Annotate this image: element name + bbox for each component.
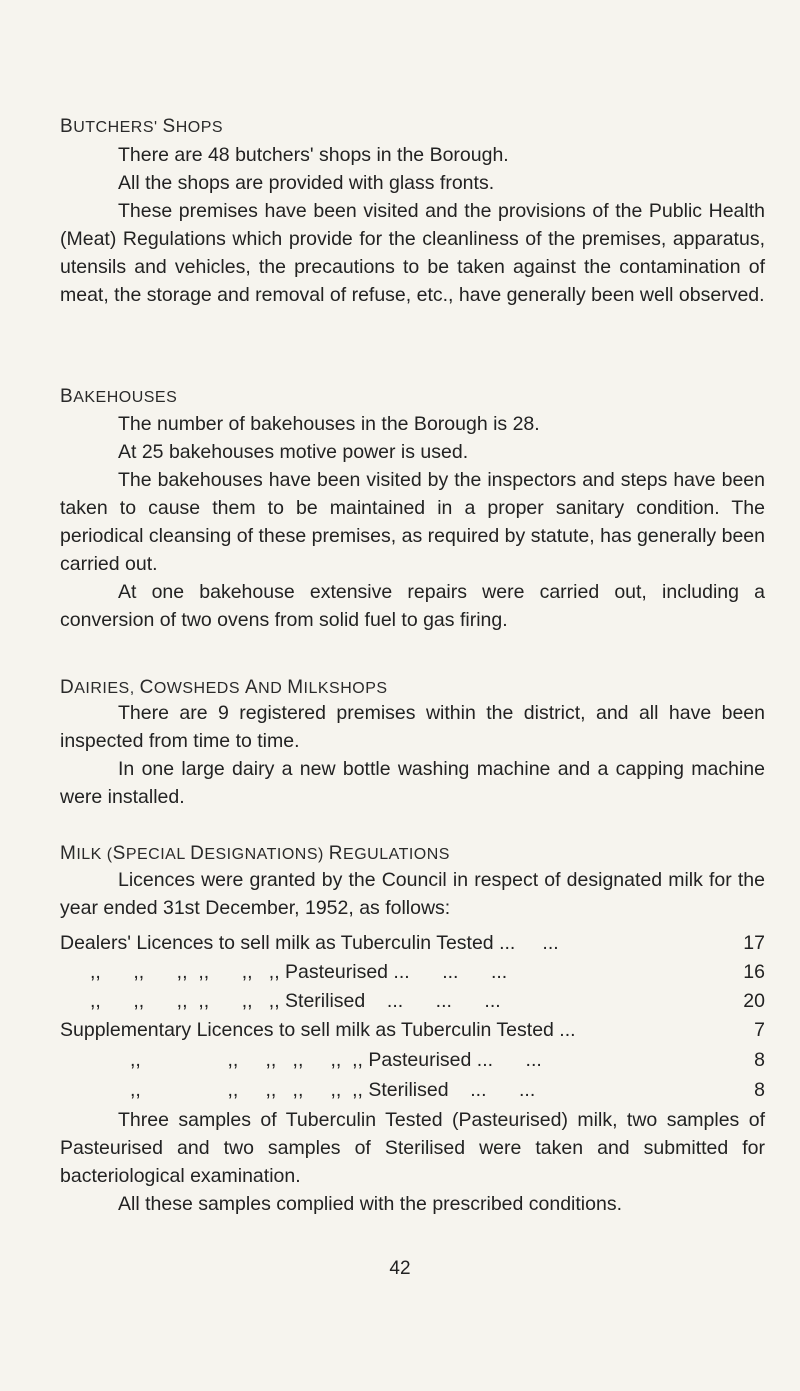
paragraph: All these samples complied with the prescribed conditions. (118, 1193, 623, 1215)
section-milk-intro (60, 866, 765, 922)
licence-count: 17 (743, 932, 765, 954)
licence-count: 7 (754, 1019, 765, 1041)
paragraph: The bakehouses have been visited by the inspectors and steps have been taken to cause them to be maintained in a proper sanitary condition. The periodical cleansing of these premises, as required by statute, has generally been carried out. (60, 469, 765, 575)
paragraph: Licences were granted by the Council in respect of designated milk for the year ended 31st December, 1952, as follows: (60, 869, 765, 919)
heading-butchers-shops: BUTCHERS' SHOPS (60, 116, 224, 137)
licence-row (60, 987, 765, 1015)
section-butchers-body (60, 141, 765, 309)
paragraph: There are 48 butchers' shops in the Borough. (118, 144, 509, 166)
page-number: 42 (389, 1258, 411, 1279)
licence-label: Supplementary Licences to sell milk as Tuberculin Tested ... (60, 1019, 576, 1041)
paragraph: In one large dairy a new bottle washing machine and a capping machine were installed. (60, 758, 765, 808)
licence-label: Dealers' Licences to sell milk as Tuberculin Tested ... ... (60, 932, 559, 954)
paragraph: At one bakehouse extensive repairs were carried out, including a conversion of two ovens from solid fuel to gas firing. (60, 581, 765, 631)
heading-bakehouses: BAKEHOUSES (60, 386, 178, 407)
paragraph: These premises have been visited and the provisions of the Public Health (Meat) Regulations which provide for the cleanliness of the premises, apparatus, utensils and vehicles, the precautions to be taken against the contamination of meat, the storage and removal of refuse, etc., have generally been well observed. (60, 200, 765, 306)
licence-row (60, 1076, 765, 1104)
licence-label: ,, ,, ,, ,, ,, ,, Sterilised ... ... ... (90, 990, 501, 1012)
licence-row (60, 929, 765, 957)
licence-count: 20 (743, 990, 765, 1012)
licence-label: ,, ,, ,, ,, ,, ,, Sterilised ... ... (130, 1079, 536, 1101)
section-milk-closing (60, 1106, 765, 1218)
section-bakehouses-body (60, 410, 765, 634)
licence-row (60, 958, 765, 986)
heading-milk-regulations: MILK (SPECIAL DESIGNATIONS) REGULATIONS (60, 843, 450, 864)
licence-row (60, 1046, 765, 1074)
paragraph: The number of bakehouses in the Borough is 28. (118, 413, 540, 435)
licence-label: ,, ,, ,, ,, ,, ,, Pasteurised ... ... ... (90, 961, 508, 983)
licence-row (60, 1016, 765, 1044)
paragraph: At 25 bakehouses motive power is used. (118, 441, 469, 463)
paragraph: All the shops are provided with glass fronts. (118, 172, 495, 194)
licence-label: ,, ,, ,, ,, ,, ,, Pasteurised ... ... (130, 1049, 542, 1071)
licence-count: 16 (743, 961, 765, 983)
paragraph: There are 9 registered premises within the district, and all have been inspected from time to time. (60, 702, 765, 752)
licence-count: 8 (754, 1049, 765, 1071)
licence-count: 8 (754, 1079, 765, 1101)
heading-dairies: DAIRIES, COWSHEDS AND MILKSHOPS (60, 677, 388, 698)
paragraph: Three samples of Tuberculin Tested (Pasteurised) milk, two samples of Pasteurised and two samples of Sterilised were taken and submitted for bacteriological examination. (60, 1109, 765, 1187)
section-dairies-body (60, 699, 765, 811)
